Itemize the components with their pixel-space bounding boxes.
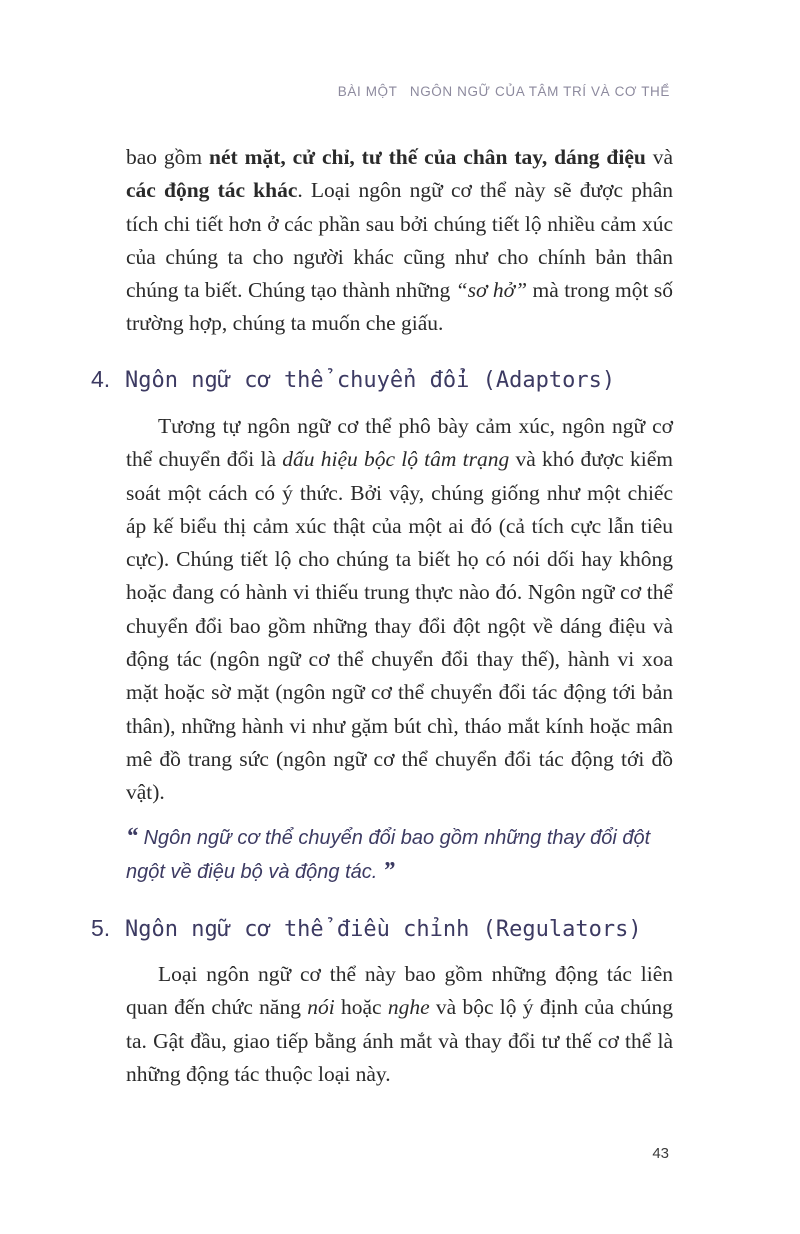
italic-text-run: nghe (387, 995, 430, 1020)
bold-text-run: các động tác khác (126, 178, 298, 203)
close-quote-mark: ” (382, 858, 395, 884)
pull-quote-text: Ngôn ngữ cơ thể chuyển đổi bao gồm những thay đổi đột ngột về điệu bộ và động tác. (126, 827, 651, 883)
section-heading-5 (91, 915, 642, 942)
section-heading-4 (91, 366, 615, 393)
header-title: NGÔN NGỮ CỦA TÂM TRÍ VÀ CƠ THỂ (409, 84, 670, 99)
paragraph-adaptors (126, 410, 673, 810)
text-run: . Loại ngôn ngữ cơ thể này sẽ được phân tích chi tiết hơn ở các phần sau bởi chúng tiết lộ nhiều cảm xúc của chúng ta cho người khác cũng như cho chính bản thân chúng ta biết. Chúng tạo thành những (126, 178, 673, 303)
running-header (338, 84, 670, 99)
text-run: bao gồm (126, 145, 210, 169)
text-run: Tương tự ngôn ngữ cơ thể phô bày cảm xúc, ngôn ngữ cơ thể chuyển đổi là (126, 414, 673, 472)
text-run: và (645, 145, 673, 169)
header-chapter: BÀI MỘT (337, 84, 398, 99)
paragraph-regulators (126, 958, 673, 1091)
page-number: 43 (652, 1145, 669, 1162)
pull-quote (126, 821, 681, 889)
text-run: hoặc (334, 995, 388, 1020)
section-title: Ngôn ngữ cơ thể điều chỉnh (Regulators) (125, 917, 642, 942)
text-run: và khó được kiểm soát một cách có ý thức. Bởi vậy, chúng giống như một chiếc áp kế biểu thị cảm xúc thật của một ai đó (cả tích cực lẫn tiêu cực). Chúng tiết lộ cho chúng ta biết họ có nói dối hay không hoặc đang có hành vi thiếu trung thực nào đó. Ngôn ngữ cơ thể chuyển đổi bao gồm những thay đổi đột ngột về dáng điệu và động tác (ngôn ngữ cơ thể chuyển đổi thay thế), hành vi xoa mặt hoặc sờ mặt (ngôn ngữ cơ thể chuyển đổi tác động tới bản thân), những hành vi như gặm bút chì, tháo mắt kính hoặc mân mê đồ trang sức (ngôn ngữ cơ thể chuyển đổi tác động tới đồ vật). (126, 447, 673, 805)
italic-text-run: nói (307, 995, 335, 1020)
section-title: Ngôn ngữ cơ thể chuyển đổi (Adaptors) (125, 368, 616, 393)
text-run: Loại ngôn ngữ cơ thể này bao gồm những động tác liên quan đến chức năng (126, 962, 673, 1020)
paragraph-continuation (126, 141, 673, 341)
section-number: 5. (91, 915, 111, 941)
text-run: và bộc lộ ý định của chúng ta. Gật đầu, giao tiếp bằng ánh mắt và thay đổi tư thế cơ thể là những động tác thuộc loại này. (126, 995, 673, 1086)
open-quote-mark: “ (126, 824, 138, 850)
italic-text-run: “sơ hở” (455, 278, 528, 303)
section-number: 4. (91, 366, 111, 392)
text-run: mà trong một số trường hợp, chúng ta muốn che giấu. (126, 278, 673, 336)
italic-text-run: dấu hiệu bộc lộ tâm trạng (282, 447, 510, 472)
bold-text-run: nét mặt, cử chỉ, tư thế của chân tay, dáng điệu (209, 145, 646, 169)
